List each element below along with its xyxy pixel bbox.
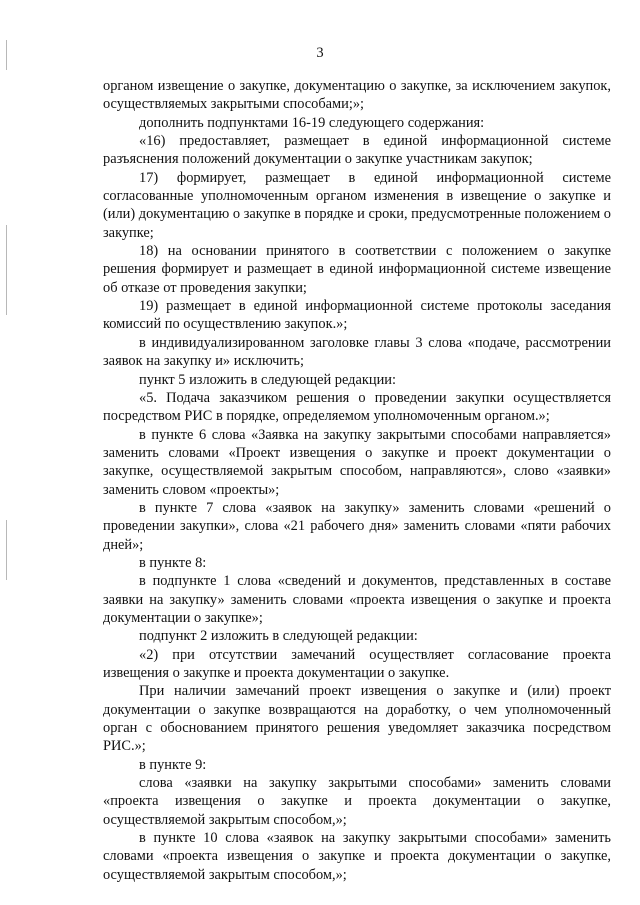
page-number: 3 [316, 45, 324, 61]
paragraph: в подпункте 1 слова «сведений и документов, представленных в составе заявки на закупку» заменить словами «проекта извещения о закупке и проекта документации о закупке»; [103, 573, 611, 626]
paragraph: в пункте 9: [139, 756, 207, 773]
scan-edge-mark [6, 225, 7, 315]
paragraph: органом извещение о закупке, документацию о закупке, за исключением закупок, осуществляемых закрытыми способами;»; [103, 78, 611, 113]
paragraph: дополнить подпунктами 16-19 следующего содержания: [139, 114, 485, 131]
paragraph: «2) при отсутствии замечаний осуществляет согласование проекта извещения о закупке и проекта документации о закупке. [103, 646, 611, 681]
paragraph: 19) размещает в единой информационной системе протоколы заседания комиссий по осуществлению закупок.»; [103, 298, 611, 333]
document-body [103, 77, 611, 884]
paragraph: 18) на основании принятого в соответствии с положением о закупке решения формирует и размещает в единой информационной системе извещение об отказе от проведения закупки; [103, 243, 611, 296]
paragraph: в пункте 7 слова «заявок на закупку» заменить словами «решений о проведении закупки», слова «21 рабочего дня» заменить словами «пяти рабочих дней»; [103, 499, 611, 553]
paragraph: При наличии замечаний проект извещения о закупке и (или) проект документации о закупке возвращаются на доработку, о чем уполномоченный орган с обоснованием принятого решения уведомляет заказчика посредством РИС.»; [103, 683, 611, 755]
paragraph: пункт 5 изложить в следующей редакции: [139, 371, 396, 388]
paragraph: слова «заявки на закупку закрытыми способами» заменить словами «проекта извещения о закупке и проекта документации о закупке, осуществляемой закрытым способом,»; [103, 775, 611, 828]
paragraph: в пункте 10 слова «заявок на закупку закрытыми способами» заменить словами «проекта извещения о закупке и проекта документации о закупке, осуществляемой закрытым способом,»; [103, 830, 611, 883]
paragraph: «5. Подача заказчиком решения о проведении закупки осуществляется посредством РИС в порядке, определяемом уполномоченным органом.»; [103, 389, 611, 425]
paragraph: 17) формирует, размещает в единой информационной системе согласованные уполномоченным органом изменения в извещение о закупке и (или) документацию о закупке в порядке и сроки, предусмотренные положением о закупке; [103, 169, 611, 241]
paragraph: «16) предоставляет, размещает в единой информационной системе разъяснения положений документации о закупке участникам закупок; [103, 133, 611, 168]
paragraph: подпункт 2 изложить в следующей редакции: [139, 628, 418, 645]
scan-edge-mark [6, 520, 7, 580]
paragraph: в пункте 6 слова «Заявка на закупку закрытыми способами направляется» заменить словами «Проект извещения о закупке и проект документации о закупке, осуществляемой закрытым способом, направляются», слово «заявки» заменить словом «проекты»; [103, 426, 611, 498]
paragraph: в пункте 8: [139, 554, 207, 571]
paragraph: в индивидуализированном заголовке главы 3 слова «подаче, рассмотрении заявок на закупку и» исключить; [103, 334, 611, 370]
